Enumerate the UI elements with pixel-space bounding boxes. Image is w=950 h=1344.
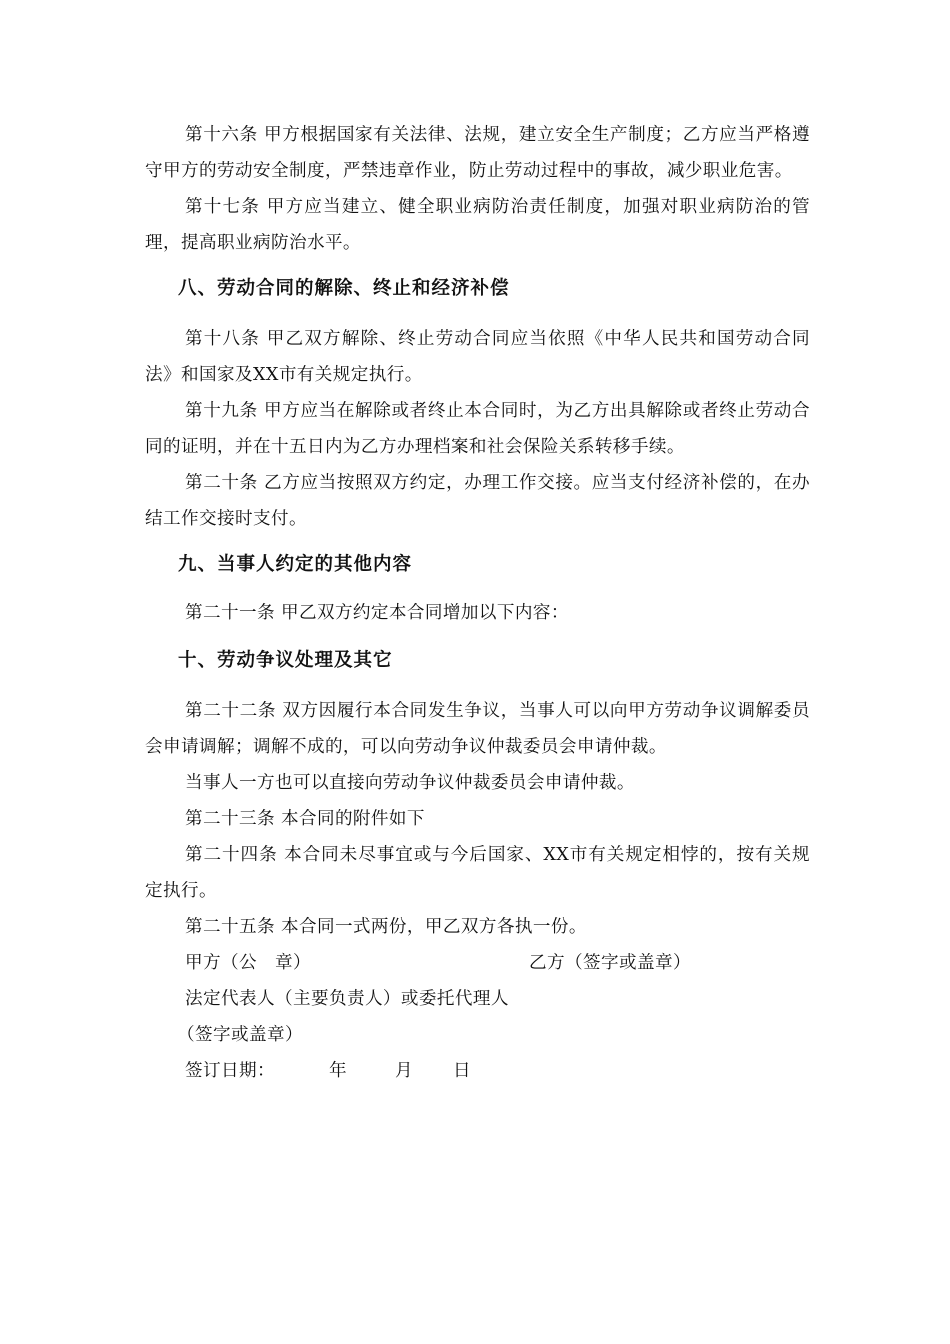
article-20: 第二十条 乙方应当按照双方约定，办理工作交接。应当支付经济补偿的，在办结工作交接时支付。 [145,473,810,529]
section-10-heading: 十、劳动争议处理及其它 [178,650,393,671]
sign-or-seal-label: （签字或盖章） [177,1025,303,1045]
sign-date-year: 年 [329,1061,347,1081]
party-b-label: 乙方（签字或盖章） [529,953,691,973]
article-22-supplement: 当事人一方也可以直接向劳动争议仲裁委员会申请仲裁。 [185,773,635,793]
article-22: 第二十二条 双方因履行本合同发生争议，当事人可以向甲方劳动争议调解委员会申请调解；调解不成的，可以向劳动争议仲裁委员会申请仲裁。 [145,701,810,757]
section-8-heading: 八、劳动合同的解除、终止和经济补偿 [178,278,510,299]
contract-page [145,0,810,1089]
sign-date-month: 月 [395,1061,413,1081]
article-24: 第二十四条 本合同未尽事宜或与今后国家、XX市有关规定相悖的，按有关规定执行。 [145,845,810,901]
signature-parties-line [145,945,810,981]
article-25: 第二十五条 本合同一式两份，甲乙双方各执一份。 [185,917,587,937]
article-19: 第十九条 甲方应当在解除或者终止本合同时，为乙方出具解除或者终止劳动合同的证明，并在十五日内为乙方办理档案和社会保险关系转移手续。 [145,401,810,457]
party-a-label: 甲方（公 章） [185,953,311,973]
article-17: 第十七条 甲方应当建立、健全职业病防治责任制度，加强对职业病防治的管理，提高职业病防治水平。 [145,197,810,253]
article-21: 第二十一条 甲乙双方约定本合同增加以下内容： [185,603,569,623]
section-9-heading: 九、当事人约定的其他内容 [178,554,413,575]
sign-date-line [145,1053,810,1089]
legal-rep-label: 法定代表人（主要负责人）或委托代理人 [185,989,509,1009]
legal-rep-line [145,981,810,1017]
article-16: 第十六条 甲方根据国家有关法律、法规，建立安全生产制度；乙方应当严格遵守甲方的劳动安全制度，严禁违章作业，防止劳动过程中的事故，减少职业危害。 [145,125,810,181]
article-18: 第十八条 甲乙双方解除、终止劳动合同应当依照《中华人民共和国劳动合同法》和国家及XX市有关规定执行。 [145,329,810,385]
sign-date-label: 签订日期： [185,1061,275,1081]
sign-date-day: 日 [453,1061,471,1081]
sign-or-seal-line [145,1017,810,1053]
article-23: 第二十三条 本合同的附件如下 [185,809,425,829]
